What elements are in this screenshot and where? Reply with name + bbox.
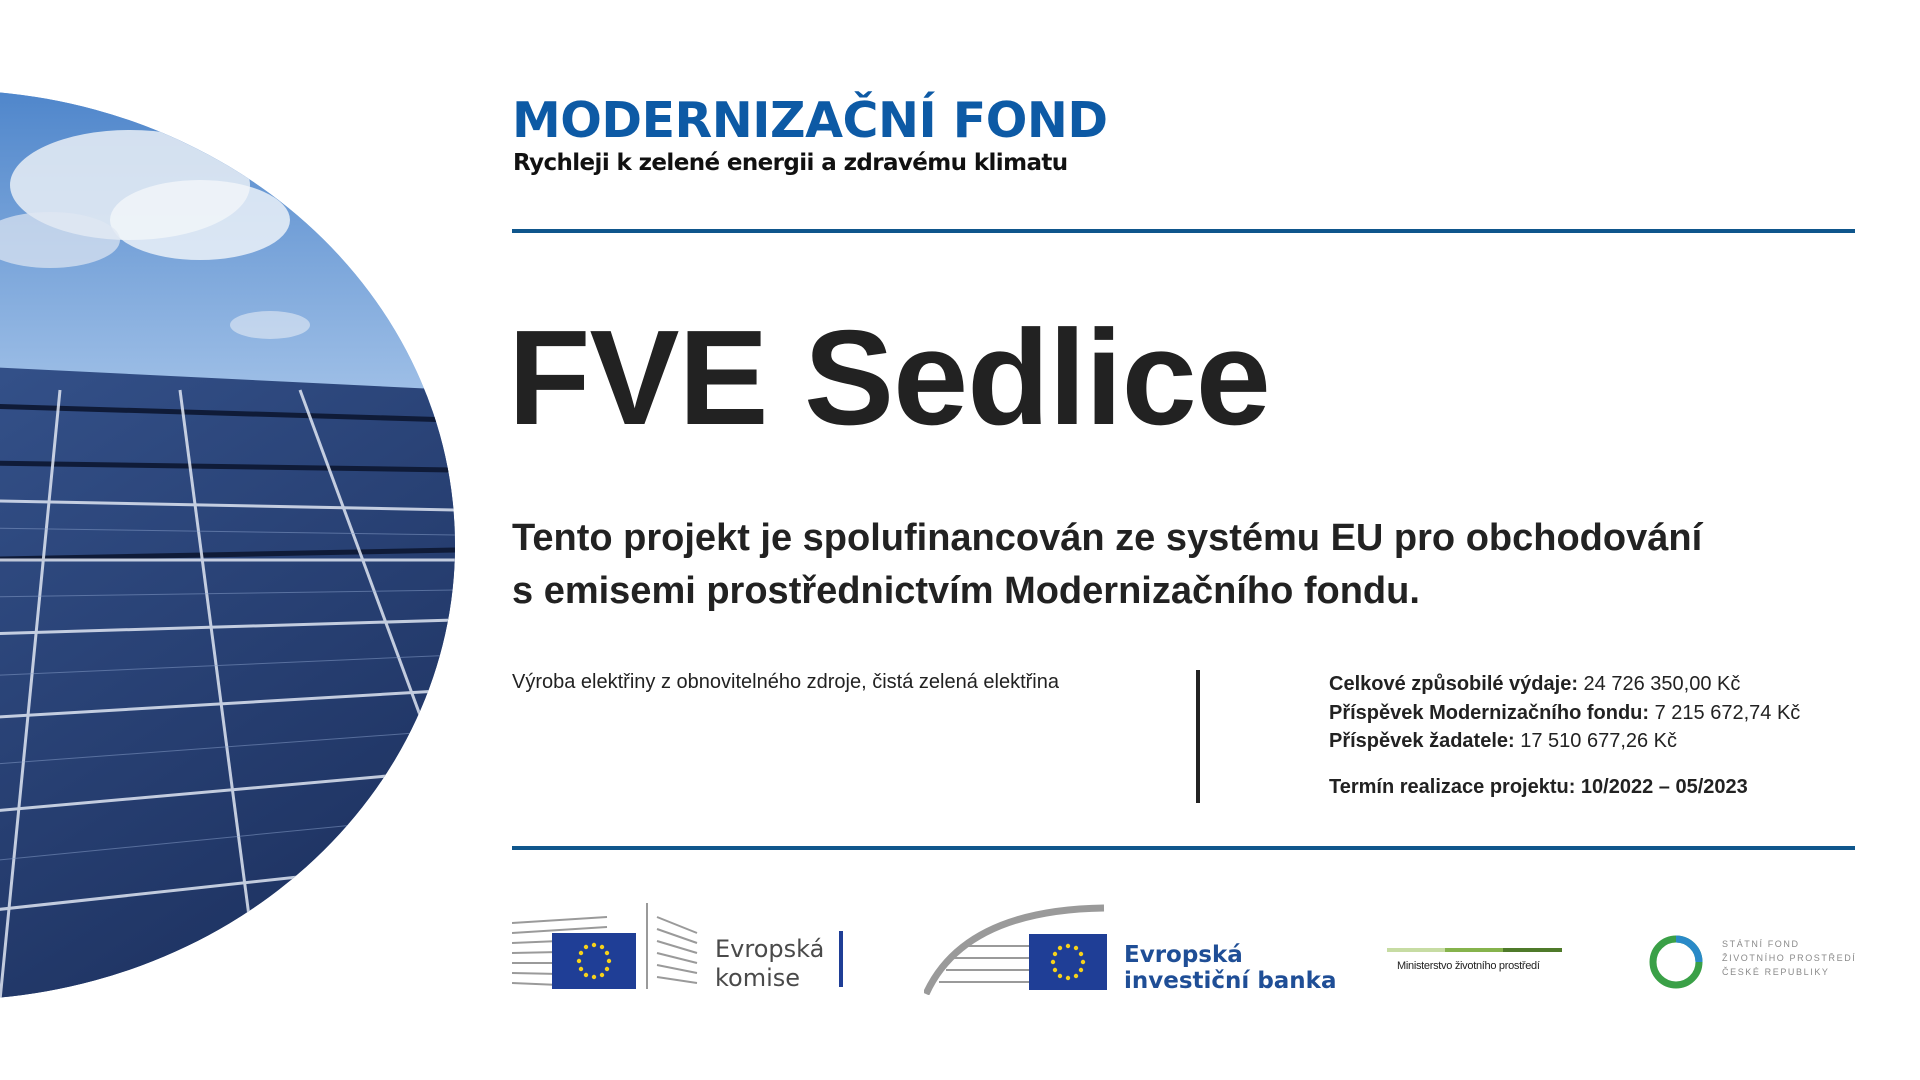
statement-line-1: Tento projekt je spolufinancován ze systému EU pro obchodování [512, 517, 1703, 559]
total-costs-row [1329, 670, 1800, 699]
european-commission-logo [512, 893, 847, 993]
sfzp-name-line-1: STÁTNÍ FOND [1722, 939, 1800, 949]
fund-contribution-row [1329, 699, 1800, 728]
ec-name-line-1: Evropská [715, 935, 825, 963]
sfzp-name-line-2: ŽIVOTNÍHO PROSTŘEDÍ [1722, 953, 1857, 963]
applicant-contribution-value: 17 510 677,26 Kč [1520, 730, 1678, 752]
top-divider [512, 229, 1855, 233]
bottom-divider [512, 846, 1855, 850]
modernization-fund-logo: MODERNIZAČNÍ FOND [512, 92, 1108, 149]
solar-panels-photo [0, 90, 455, 1000]
project-description: Výroba elektřiny z obnovitelného zdroje, čistá zelená elektřina [512, 671, 1059, 693]
applicant-contribution-label: Příspěvek žadatele: [1329, 730, 1515, 752]
cofinancing-statement [512, 512, 1812, 618]
logo-tagline: Rychleji k zelené energii a zdravému klimatu [513, 150, 1068, 176]
sfzp-name-line-3: ČESKÉ REPUBLIKY [1722, 967, 1830, 977]
statement-line-2: s emisemi prostřednictvím Modernizačního fondu. [512, 570, 1420, 612]
mzp-color-bar [1387, 948, 1562, 954]
mzp-name: Ministerstvo životního prostředí [1397, 960, 1540, 972]
european-investment-bank-logo [924, 900, 1337, 995]
project-title: FVE Sedlice [508, 302, 1270, 453]
sfzp-emblem [1648, 930, 1708, 992]
eib-name-line-2: investiční banka [1124, 968, 1337, 994]
vertical-divider [1196, 670, 1200, 803]
total-costs-value: 24 726 350,00 Kč [1583, 673, 1741, 695]
project-term: Termín realizace projektu: 10/2022 – 05/2023 [1329, 775, 1748, 798]
state-environmental-fund-logo [1648, 930, 1858, 992]
financial-summary [1329, 670, 1800, 799]
fund-contribution-label: Příspěvek Modernizačního fondu: [1329, 701, 1650, 724]
solar-panels-illustration [0, 90, 455, 1000]
eib-name-line-1: Evropská [1124, 942, 1243, 968]
ministry-environment-logo [1387, 948, 1562, 978]
total-costs-label: Celkové způsobilé výdaje: [1329, 673, 1578, 695]
ec-name-line-2: komise [715, 964, 801, 992]
fund-contribution-value: 7 215 672,74 Kč [1654, 701, 1801, 724]
applicant-contribution-row [1329, 727, 1800, 756]
